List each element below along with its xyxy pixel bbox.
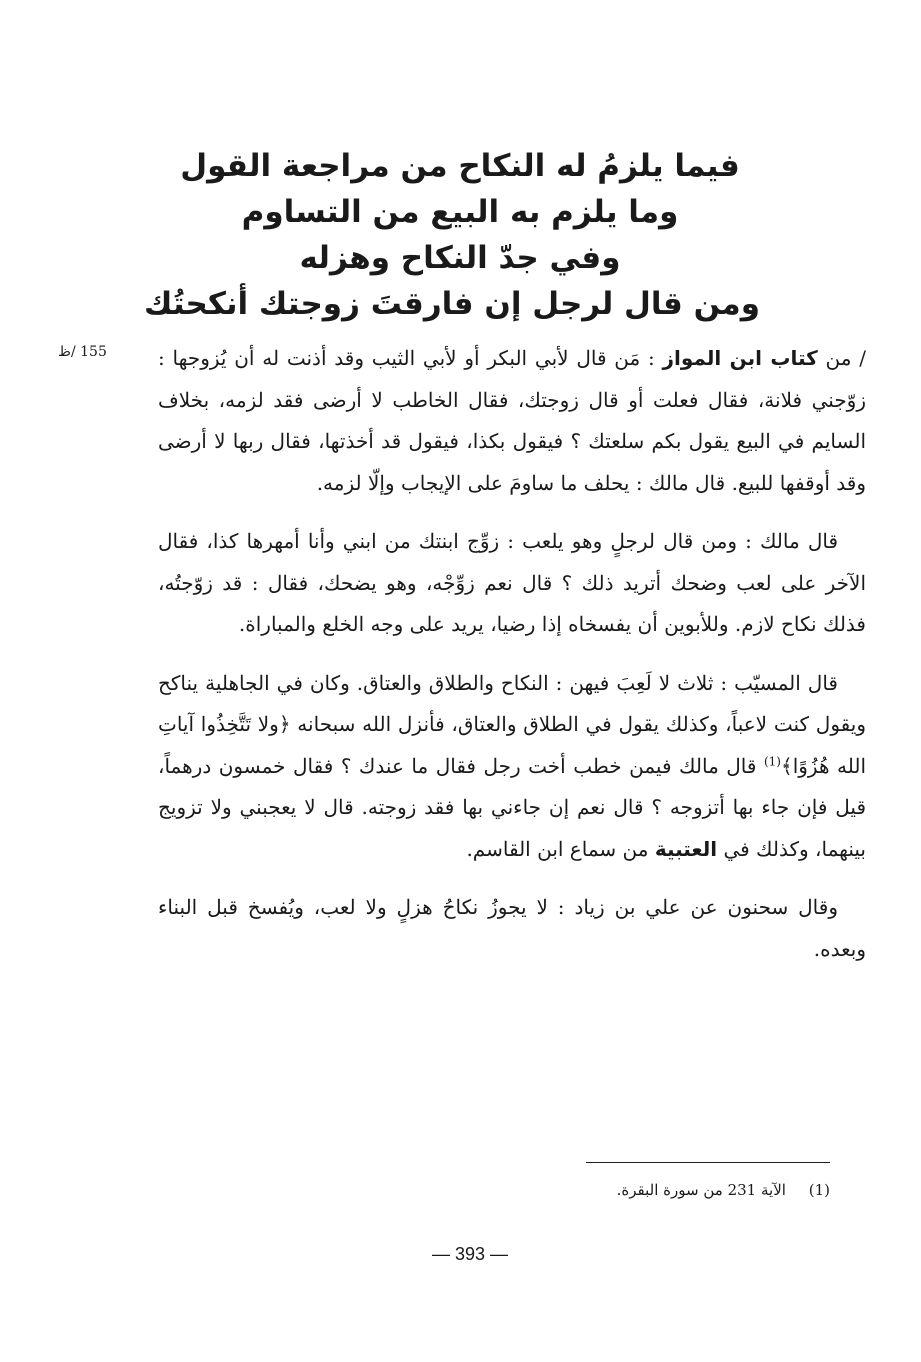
- paragraph-1-lead: / من: [825, 346, 866, 370]
- heading-line-3: وفي جدّ النكاح وهزله: [299, 240, 621, 276]
- paragraph-3-text-a: قال المسيّب : ثلاث لا لَعِبَ فيهن : النكاح والطلاق والعتاق. وكان في الجاهلية يناكح ويقول كنت لاعباً، وكذلك يقول في الطلاق والعتاق، فأنزل الله سبحانه ﴿ولا تَتَّخِذُوا آياتِ الله هُزُوًا﴾: [158, 670, 866, 778]
- source-citation: كتاب ابن المواز: [662, 346, 818, 370]
- chapter-heading: [143, 143, 760, 327]
- page-number: — 393 —: [431, 1244, 509, 1264]
- footnote-number: (1): [808, 1181, 830, 1199]
- paragraph-3-text-b: قال مالك فيمن خطب أخت رجل فقال ما عندك ؟ فقال خمسون درهماً، قيل فإن جاء بها أتزوجه ؟ قال نعم إن جاءني بها فقد زوجته. قال لا يعجبني ولا تزويج بينهما، وكذلك في: [158, 753, 866, 861]
- paragraph-2: قال مالك : ومن قال لرجلٍ وهو يلعب : زوِّج ابنتك من ابني وأنا أمهرها كذا، فقال الآخر على لعب وضحك أتريد ذلك ؟ قال نعم زوِّجْه، وهو يضحك، فقال : قد زوّجتُه، فذلك نكاح لازم. وللأبوين أن يفسخاه إذا رضيا، يريد على وجه الخلع والمباراة.: [158, 529, 866, 636]
- paragraph-1-text: : مَن قال لأبي البكر أو لأبي الثيب وقد أذنت له أن يُزوجها : زوّجني فلانة، فقال فعلت أو قال زوجتك، فقال الخاطب لا أرضى فقد لزمه، بخلاف السايم في البيع يقول بكم سلعتك ؟ فيقول بكذا، فيقول قد أخذتها، فقال ربها لا أرضى وقد أوقفها للبيع. قال مالك : يحلف ما ساومَ على الإيجاب وإلّا لزمه.: [158, 346, 866, 495]
- footnote-divider: [586, 1162, 830, 1163]
- paragraph-3: [158, 663, 866, 871]
- heading-line-4: ومن قال لرجل إن فارقتَ زوجتك أنكحتُك: [143, 286, 760, 322]
- paragraph-1: [158, 338, 866, 504]
- heading-line-1: فيما يلزمُ له النكاح من مراجعة القول: [180, 148, 740, 184]
- heading-line-2: وما يلزم به البيع من التساوم: [241, 194, 679, 230]
- body-text: [158, 338, 866, 987]
- footnote-text: الآية 231 من سورة البقرة.: [616, 1181, 786, 1199]
- paragraph-3-tail: من سماع ابن القاسم.: [466, 836, 649, 861]
- source-citation-2: العتبية: [654, 836, 718, 861]
- manuscript-folio-note: 155 /ظ: [58, 344, 107, 360]
- footnote: [520, 1178, 830, 1202]
- paragraph-4: وقال سحنون عن علي بن زياد : لا يجوزُ نكاحُ هزلٍ ولا لعب، ويُفسخ قبل البناء وبعده.: [158, 895, 866, 961]
- footnote-reference: (1): [763, 753, 781, 768]
